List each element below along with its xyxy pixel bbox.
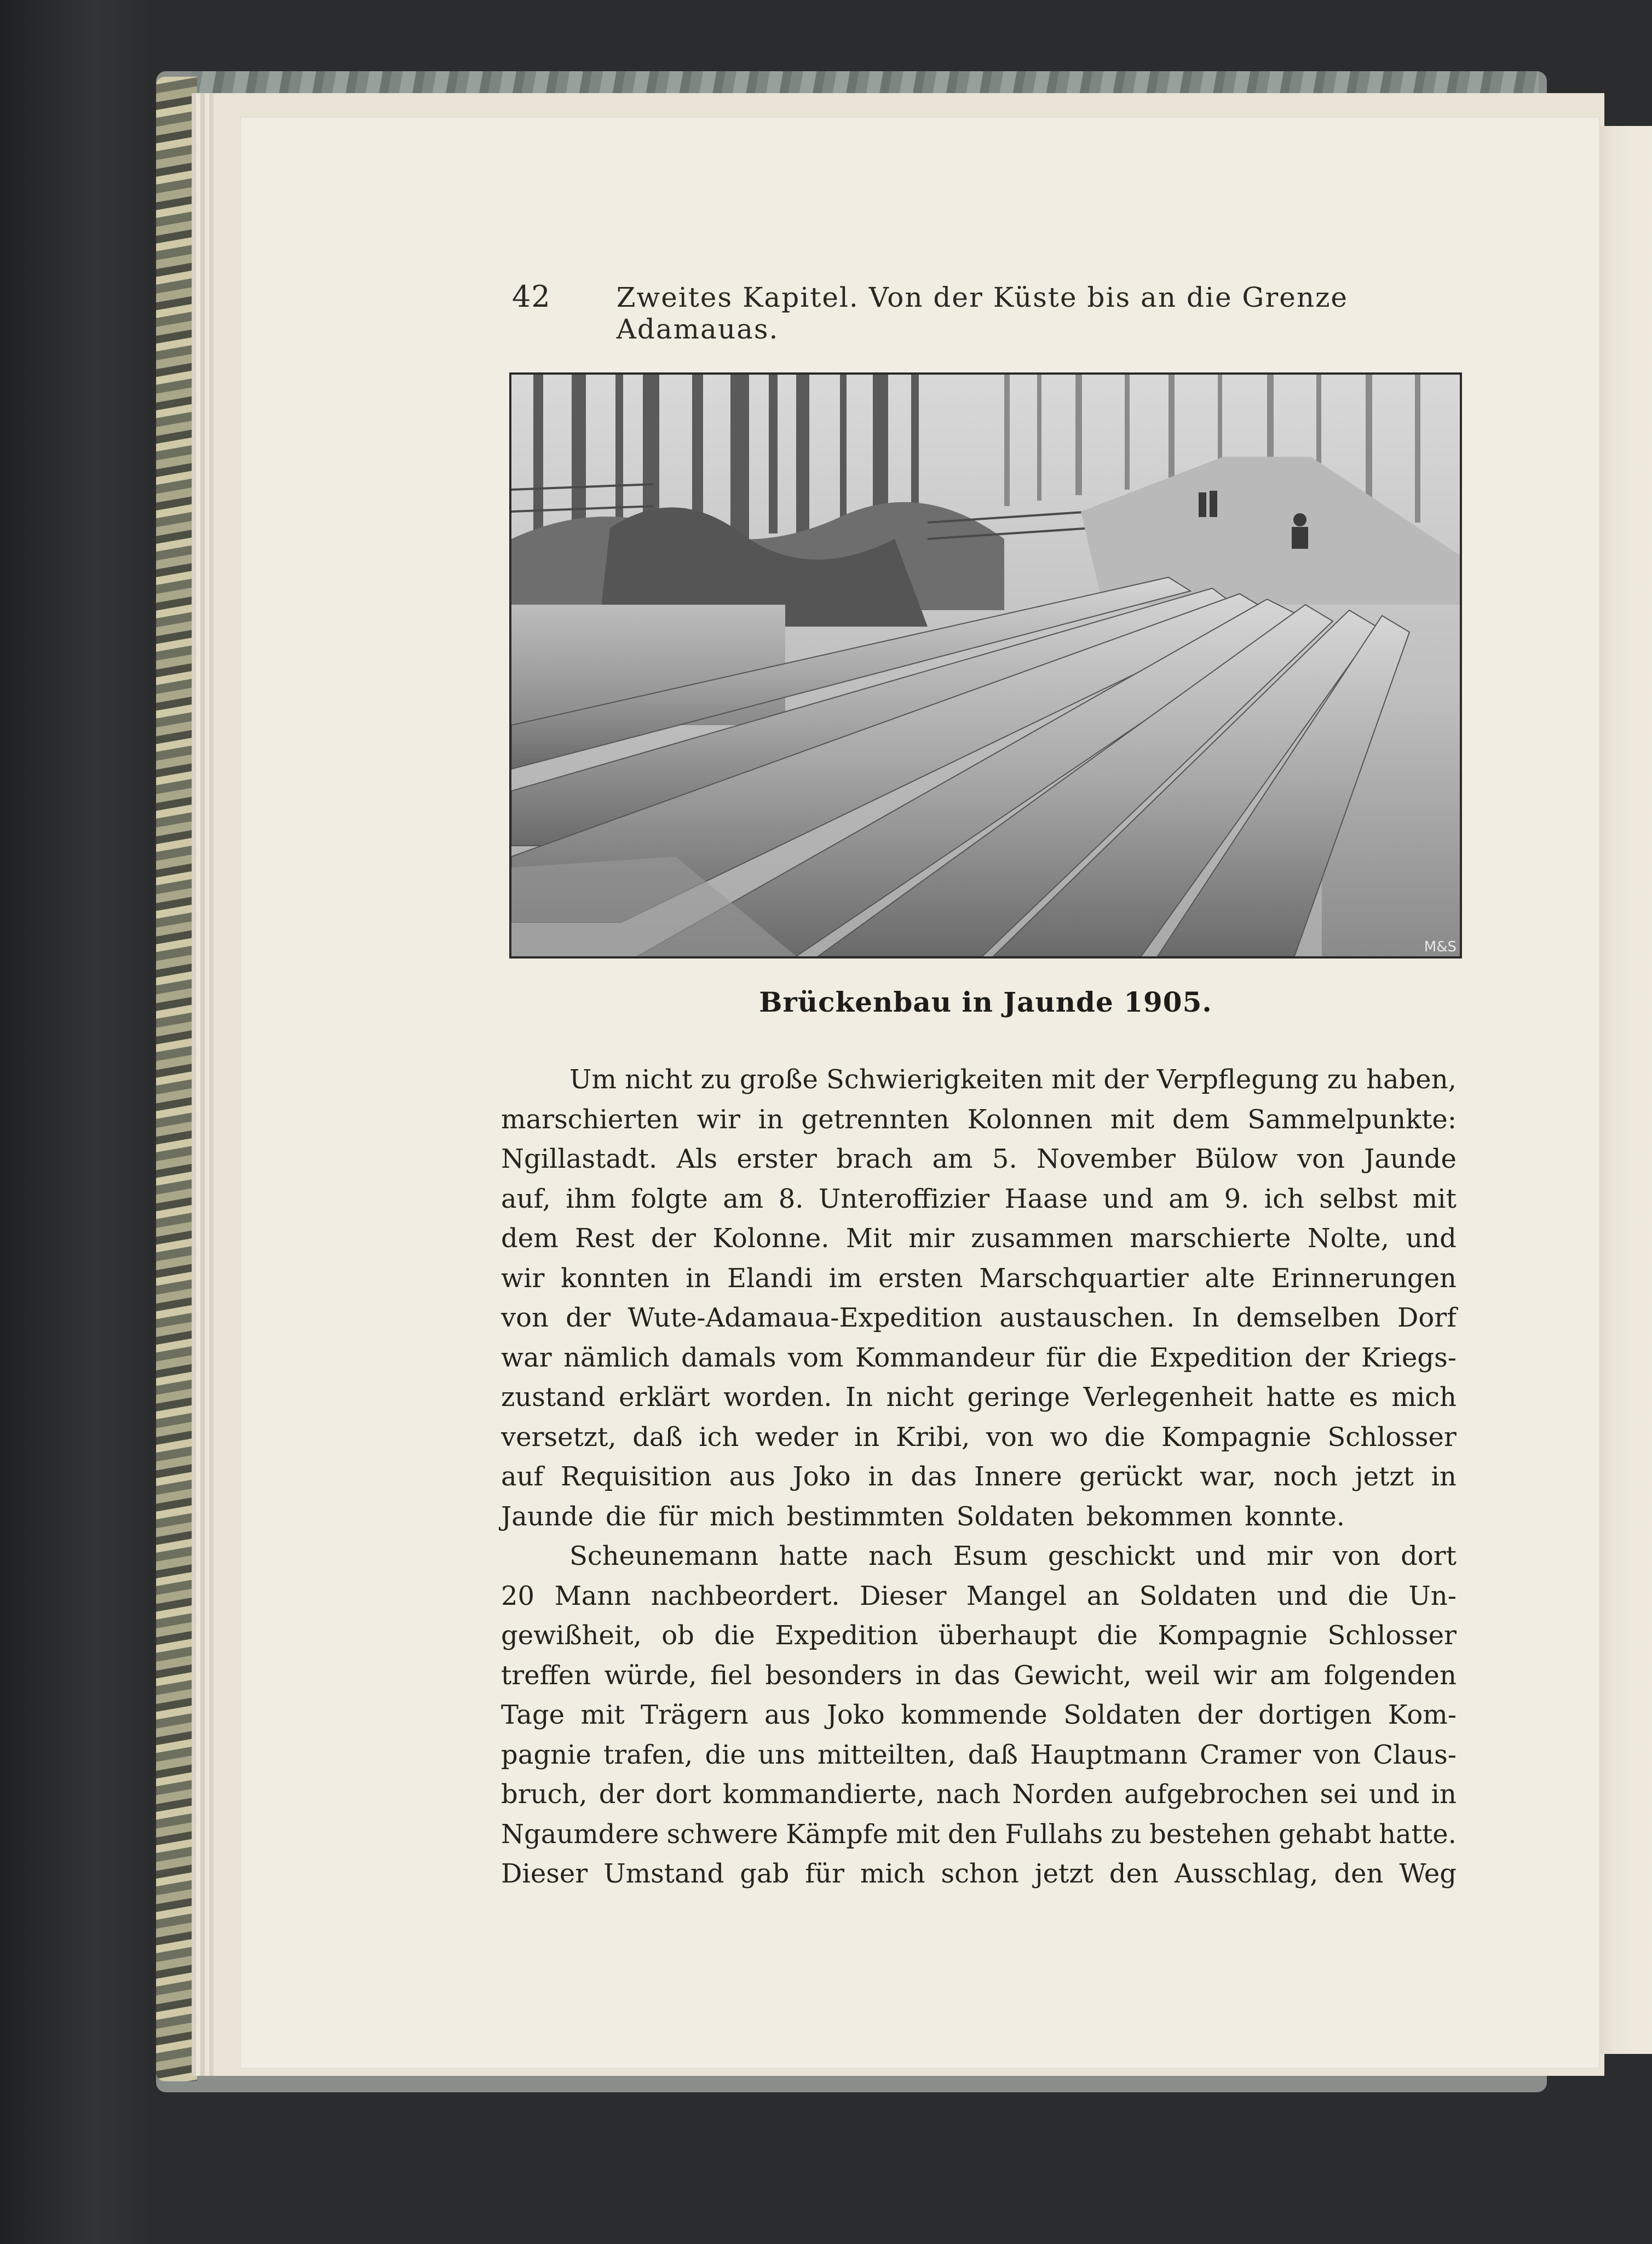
word: im: [828, 1262, 862, 1294]
word: der: [1197, 1700, 1242, 1730]
word: Wute-Adamaua-Expedition: [628, 1302, 983, 1333]
word: die: [1097, 1620, 1138, 1651]
word: vom: [787, 1342, 844, 1373]
word: Umstand: [603, 1858, 724, 1889]
page-number: 42: [512, 279, 551, 314]
word: zustand: [501, 1382, 606, 1413]
word: von: [1297, 1144, 1345, 1174]
word: für: [1046, 1342, 1085, 1373]
word: Jaunde: [501, 1501, 594, 1532]
word: fiel: [710, 1660, 752, 1691]
word: jetzt: [1355, 1461, 1414, 1492]
word: das: [911, 1461, 957, 1492]
word: Kompagnie: [1158, 1620, 1308, 1651]
word: den: [1334, 1858, 1384, 1889]
word: aus: [764, 1700, 811, 1730]
word: Dorf: [1397, 1302, 1457, 1333]
word: von: [1332, 1541, 1380, 1571]
word: der: [566, 1302, 611, 1333]
word: Kompagnie: [1161, 1421, 1311, 1453]
word: auf: [501, 1461, 544, 1492]
word: war,: [1200, 1461, 1256, 1492]
word: 20: [501, 1580, 535, 1611]
word: mit: [1412, 1183, 1457, 1214]
word: 8.: [778, 1183, 804, 1214]
text-line: [501, 1139, 1457, 1179]
word: nicht: [625, 1064, 693, 1095]
text-line: [501, 1536, 1457, 1576]
word: am: [932, 1144, 973, 1174]
word: Joko: [826, 1700, 885, 1730]
word: 9.: [1224, 1183, 1250, 1214]
word: und: [1406, 1223, 1457, 1254]
word: nämlich: [563, 1342, 670, 1373]
word: es: [1349, 1382, 1378, 1413]
word: Kriegs-: [1361, 1342, 1457, 1373]
word: am: [1270, 1660, 1311, 1691]
word: Dieser: [501, 1858, 588, 1889]
word: selbst: [1319, 1183, 1398, 1214]
word: versetzt,: [501, 1421, 617, 1453]
word: Mangel: [966, 1580, 1067, 1611]
text-line: [501, 1378, 1457, 1417]
word: nach: [936, 1779, 1001, 1810]
text-line: [501, 1497, 1457, 1537]
word: jetzt: [1034, 1858, 1093, 1889]
word: die: [714, 1620, 755, 1651]
bridge-photograph: [509, 372, 1462, 959]
word: Soldaten: [1063, 1700, 1182, 1730]
word: Weg: [1399, 1858, 1457, 1889]
word: erklärt: [618, 1382, 710, 1413]
word: marschierte: [1130, 1223, 1291, 1254]
word: Tage: [501, 1700, 565, 1730]
text-line: [501, 1775, 1457, 1815]
word: Kribi,: [895, 1421, 970, 1453]
word: Kolonnen: [967, 1104, 1093, 1135]
word: Schwierigkeiten: [826, 1064, 1044, 1095]
word: in: [758, 1104, 784, 1135]
word: die: [1097, 1342, 1138, 1373]
text-line: [501, 1338, 1457, 1378]
word: Schlosser: [1327, 1620, 1457, 1651]
word: bestimmten: [786, 1501, 945, 1532]
word: den: [947, 1818, 997, 1850]
text-line: [501, 1457, 1457, 1497]
word: am: [723, 1183, 764, 1214]
word: Jaunde: [1364, 1144, 1457, 1174]
word: nachbeordert.: [651, 1580, 840, 1611]
word: zu: [1327, 1064, 1358, 1095]
word: schon: [941, 1858, 1019, 1889]
bridge-photo-illustration: [511, 375, 1460, 956]
body-text: [501, 1060, 1457, 1894]
word: nach: [868, 1541, 933, 1571]
word: von: [501, 1302, 549, 1333]
running-head: [512, 279, 1361, 345]
word: mich: [709, 1501, 775, 1532]
word: hatte: [1266, 1382, 1336, 1413]
word: in: [1431, 1779, 1457, 1810]
word: erster: [736, 1144, 817, 1174]
text-line: [501, 1259, 1457, 1299]
word: alte: [1205, 1262, 1255, 1294]
word: gewißheit,: [501, 1620, 642, 1651]
word: haben,: [1366, 1064, 1457, 1095]
word: in: [915, 1660, 941, 1691]
word: große: [739, 1064, 818, 1095]
word: hatte.: [1379, 1818, 1457, 1850]
word: bruch,: [501, 1779, 588, 1810]
word: kommandierte,: [722, 1779, 925, 1810]
word: Unteroffizier: [818, 1183, 990, 1214]
word: wir: [1213, 1660, 1257, 1691]
text-line: [501, 1298, 1457, 1338]
word: aufgebrochen: [1124, 1779, 1309, 1810]
word: Rest: [575, 1223, 635, 1254]
word: Erinnerungen: [1271, 1262, 1457, 1294]
word: mich: [860, 1858, 925, 1889]
word: In: [1191, 1302, 1219, 1333]
word: Joko: [792, 1461, 851, 1492]
word: der: [598, 1779, 644, 1810]
word: wir: [501, 1262, 545, 1294]
word: ich: [699, 1421, 739, 1453]
word: zu: [700, 1064, 732, 1095]
text-line: [501, 1656, 1457, 1696]
text-line: [501, 1815, 1457, 1855]
word: Fullahs: [1005, 1818, 1103, 1850]
word: pagnie: [501, 1739, 591, 1770]
text-line: [501, 1417, 1457, 1457]
word: mir: [1267, 1541, 1313, 1571]
word: zu: [1110, 1818, 1142, 1850]
word: die: [1104, 1421, 1146, 1453]
word: der: [1103, 1064, 1149, 1095]
word: Schlosser: [1327, 1421, 1457, 1453]
word: geringe: [967, 1382, 1070, 1413]
word: der: [651, 1223, 696, 1254]
word: Als: [676, 1144, 718, 1174]
word: dem: [1172, 1104, 1230, 1135]
word: kommende: [901, 1700, 1047, 1730]
word: Expedition: [1149, 1342, 1293, 1373]
word: mit: [1110, 1104, 1155, 1135]
word: ersten: [878, 1262, 963, 1294]
text-line: [501, 1100, 1457, 1140]
word: am: [1169, 1183, 1210, 1214]
word: ihm: [566, 1183, 616, 1214]
word: die: [1348, 1580, 1389, 1611]
word: an: [1086, 1580, 1120, 1611]
word: und: [1195, 1541, 1246, 1571]
word: das: [954, 1660, 1000, 1691]
word: bekommen: [1086, 1501, 1233, 1532]
word: gehabt: [1279, 1818, 1371, 1850]
word: Mann: [554, 1580, 631, 1611]
word: in: [686, 1262, 711, 1294]
word: schwere: [666, 1818, 778, 1850]
word: Kolonne.: [712, 1223, 830, 1254]
word: die: [605, 1501, 647, 1532]
word: die: [705, 1739, 746, 1770]
word: war: [501, 1342, 552, 1373]
word: würde,: [604, 1660, 697, 1691]
word: ich: [1264, 1183, 1304, 1214]
word: November: [1036, 1144, 1176, 1174]
word: mich: [1391, 1382, 1457, 1413]
word: mir: [908, 1223, 954, 1254]
word: getrennten: [801, 1104, 949, 1135]
word: sei: [1320, 1779, 1357, 1810]
word: Un-: [1408, 1580, 1457, 1611]
word: besonders: [765, 1660, 902, 1691]
word: noch: [1273, 1461, 1338, 1492]
word: Bülow: [1195, 1144, 1278, 1174]
word: Kom-: [1388, 1700, 1457, 1730]
word: Trägern: [641, 1700, 749, 1730]
word: bestehen: [1149, 1818, 1271, 1850]
word: der: [1304, 1342, 1350, 1373]
word: Nolte,: [1307, 1223, 1389, 1254]
word: austauschen.: [999, 1302, 1175, 1333]
word: Expedition: [775, 1620, 919, 1651]
figure-caption: Brückenbau in Jaunde 1905.: [759, 986, 1212, 1018]
word: in: [854, 1421, 880, 1453]
word: uns: [758, 1739, 805, 1770]
text-line: [501, 1576, 1457, 1616]
word: Claus-: [1373, 1739, 1457, 1770]
word: demselben: [1236, 1302, 1380, 1333]
word: Um: [569, 1064, 617, 1095]
marbled-spine: [156, 77, 197, 2081]
word: worden.: [723, 1382, 832, 1413]
word: gab: [740, 1858, 790, 1889]
word: und: [1103, 1183, 1154, 1214]
word: Elandi: [727, 1262, 813, 1294]
word: zusammen: [971, 1223, 1114, 1254]
word: Marschquartier: [979, 1262, 1189, 1294]
word: mitteilten,: [817, 1739, 956, 1770]
word: Esum: [953, 1541, 1028, 1571]
word: treffen: [501, 1660, 591, 1691]
word: auf,: [501, 1183, 551, 1214]
word: 5.: [992, 1144, 1017, 1174]
word: Ausschlag,: [1174, 1858, 1319, 1889]
word: Verpflegung: [1156, 1064, 1319, 1095]
word: den: [1109, 1858, 1159, 1889]
word: folgenden: [1323, 1660, 1457, 1691]
text-line: [501, 1616, 1457, 1656]
text-line: [501, 1179, 1457, 1219]
word: trafen,: [603, 1739, 693, 1770]
word: konnte.: [1245, 1501, 1345, 1532]
running-title: Zweites Kapitel. Von der Küste bis an die Grenze Adamauas.: [616, 282, 1349, 345]
word: Norden: [1012, 1779, 1113, 1810]
word: Sammelpunkte:: [1247, 1104, 1457, 1135]
word: Dieser: [860, 1580, 947, 1611]
word: dort: [655, 1779, 711, 1810]
word: Soldaten: [1139, 1580, 1257, 1611]
word: damals: [681, 1342, 776, 1373]
text-line: [501, 1735, 1457, 1775]
word: Ngaumdere: [501, 1818, 659, 1850]
word: mit: [896, 1818, 940, 1850]
text-line: [501, 1695, 1457, 1735]
word: hatte: [779, 1541, 848, 1571]
word: überhaupt: [938, 1620, 1077, 1651]
word: wir: [697, 1104, 740, 1135]
word: von: [1313, 1739, 1361, 1770]
word: dortigen: [1258, 1700, 1372, 1730]
word: geschickt: [1047, 1541, 1176, 1571]
word: Innere: [974, 1461, 1062, 1492]
word: konnten: [561, 1262, 670, 1294]
word: in: [1431, 1461, 1457, 1492]
word: marschierten: [501, 1104, 679, 1135]
text-line: [501, 1060, 1457, 1100]
word: mit: [580, 1700, 625, 1730]
word: Gewicht,: [1013, 1660, 1132, 1691]
word: in: [868, 1461, 894, 1492]
word: ob: [661, 1620, 694, 1651]
word: Verlegenheit: [1083, 1382, 1253, 1413]
word: und: [1277, 1580, 1328, 1611]
word: gerückt: [1079, 1461, 1183, 1492]
word: In: [845, 1382, 873, 1413]
word: weil: [1144, 1660, 1200, 1691]
word: Kommandeur: [855, 1342, 1034, 1373]
word: weder: [755, 1421, 838, 1453]
word: aus: [729, 1461, 775, 1492]
word: nicht: [886, 1382, 954, 1413]
text-line: [501, 1219, 1457, 1259]
word: daß: [632, 1421, 683, 1453]
word: von: [986, 1421, 1034, 1453]
word: Requisition: [560, 1461, 712, 1492]
word: Scheunemann: [569, 1541, 759, 1571]
facing-page-edge: [1591, 126, 1652, 2054]
word: folgte: [631, 1183, 708, 1214]
dark-background: [0, 0, 159, 2244]
word: brach: [836, 1144, 913, 1174]
photo-signature: M&S: [1424, 939, 1457, 955]
word: für: [658, 1501, 698, 1532]
word: für: [805, 1858, 844, 1889]
word: daß: [968, 1739, 1018, 1770]
word: dort: [1401, 1541, 1457, 1571]
word: Haase: [1004, 1183, 1088, 1214]
word: und: [1369, 1779, 1420, 1810]
word: dem: [501, 1223, 559, 1254]
text-line: [501, 1854, 1457, 1894]
word: Ngillastadt.: [501, 1144, 658, 1174]
word: Hauptmann: [1030, 1739, 1188, 1770]
word: Mit: [845, 1223, 892, 1254]
word: mit: [1051, 1064, 1096, 1095]
word: Soldaten: [956, 1501, 1074, 1532]
word: wo: [1050, 1421, 1089, 1453]
word: Kämpfe: [786, 1818, 889, 1850]
word: Cramer: [1199, 1739, 1302, 1770]
